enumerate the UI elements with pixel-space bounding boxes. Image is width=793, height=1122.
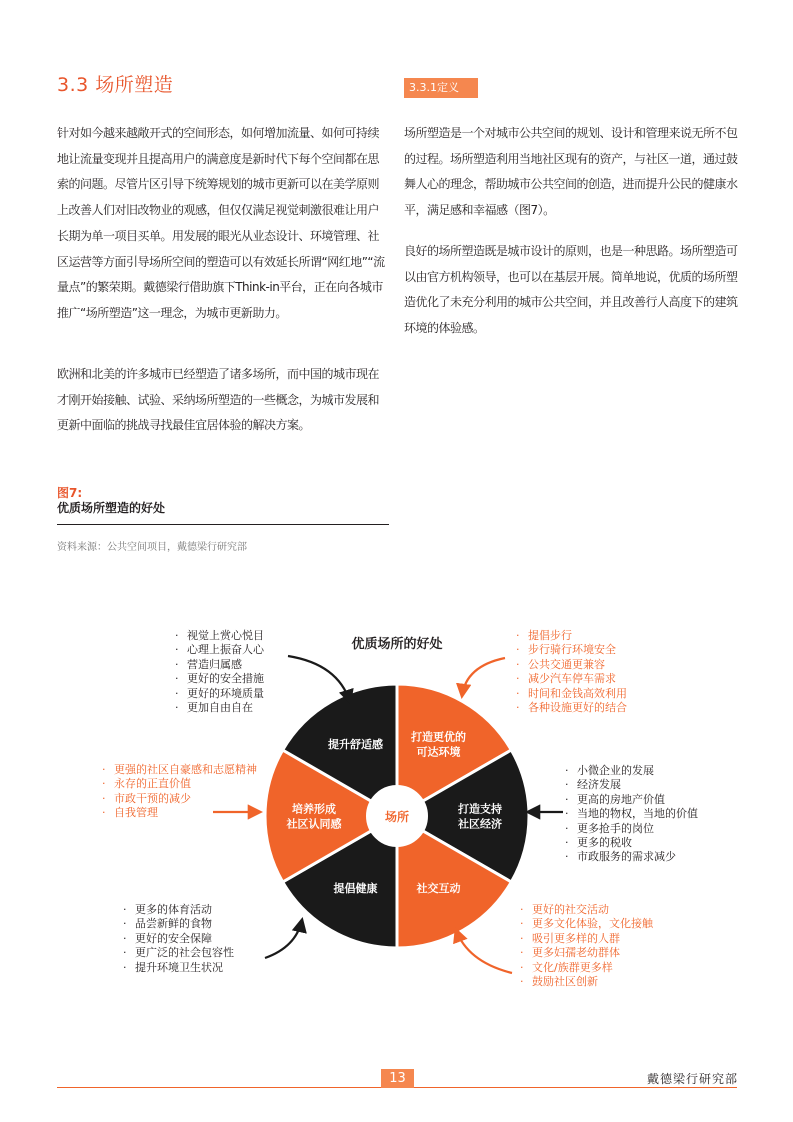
list-item: · 市政干预的减少	[100, 792, 257, 806]
list-item: · 更高的房地产价值	[563, 793, 698, 807]
list-item: · 各种设施更好的结合	[514, 701, 627, 715]
wheel-label-line: 社区认同感	[286, 817, 342, 831]
wheel-segment-label	[328, 737, 383, 751]
list-item: · 提升环境卫生状况	[121, 961, 234, 975]
wheel-label-line: 社区经济	[458, 817, 502, 831]
list-item: · 吸引更多样的人群	[518, 932, 653, 946]
list-item: · 自我管理	[100, 806, 257, 820]
list-mid-right	[563, 764, 698, 865]
section-title: 3.3 场所塑造	[57, 74, 174, 96]
wheel-label-line: 提倡健康	[333, 881, 378, 895]
wheel-label-line: 打造支持	[458, 802, 502, 816]
list-item: · 更广泛的社会包容性	[121, 946, 234, 960]
list-item: · 更好的环境质量	[173, 687, 264, 701]
list-item: · 更强的社区自豪感和志愿精神	[100, 763, 257, 777]
list-item: · 更加自由自在	[173, 701, 264, 715]
wheel-segment-label	[416, 881, 461, 895]
diagram-title: 优质场所的好处	[351, 637, 443, 652]
list-item: · 更多的体育活动	[121, 903, 234, 917]
list-item: · 视觉上赏心悦目	[173, 629, 264, 643]
figure-source: 资料来源：公共空间项目，戴德梁行研究部	[57, 542, 247, 553]
list-item: · 时间和金钱高效利用	[514, 687, 627, 701]
list-item: · 公共交通更兼容	[514, 658, 627, 672]
list-item: · 当地的物权，当地的价值	[563, 807, 698, 821]
subsection-tag: 3.3.1定义	[404, 78, 478, 98]
list-item: · 市政服务的需求减少	[563, 850, 698, 864]
wheel-label-line: 打造更优的	[411, 730, 466, 744]
list-top-left	[173, 629, 264, 715]
body-paragraph: 良好的场所塑造既是城市设计的原则，也是一种思路。场所塑造可以由官方机构领导，也可以在基层开展。简单地说，优质的场所塑造优化了未充分利用的城市公共空间，并且改善行人高度下的建筑环境的体验感。	[404, 244, 738, 336]
figure-title: 优质场所塑造的好处	[57, 501, 166, 515]
center-label: 场所	[384, 810, 410, 824]
list-item: · 永存的正直价值	[100, 777, 257, 791]
list-item: · 鼓励社区创新	[518, 975, 653, 989]
arrow-bottom-left	[265, 920, 302, 958]
figure-label: 图7:	[57, 486, 83, 500]
wheel-label-line: 可达环境	[416, 745, 461, 759]
figure-divider	[57, 524, 389, 525]
list-item: · 营造归属感	[173, 658, 264, 672]
list-item: · 更好的安全措施	[173, 672, 264, 686]
list-item: · 更好的安全保障	[121, 932, 234, 946]
list-item: · 步行骑行环境安全	[514, 643, 627, 657]
body-paragraph: 场所塑造是一个对城市公共空间的规划、设计和管理来说无所不包的过程。场所塑造利用当地社区现有的资产，与社区一道，通过鼓舞人心的理念，帮助城市公共空间的创造，进而提升公民的健康水平，满足感和幸福感（图7）。	[404, 126, 738, 218]
list-item: · 小微企业的发展	[563, 764, 698, 778]
list-item: · 更多的税收	[563, 836, 698, 850]
wheel-label-line: 培养形成	[292, 802, 336, 816]
list-bottom-left	[121, 903, 234, 975]
list-mid-left	[100, 763, 257, 821]
page-number: 13	[381, 1069, 414, 1088]
body-paragraph: 欧洲和北美的许多城市已经塑造了诸多场所，而中国的城市现在才刚开始接触、试验、采纳场所塑造的一些概念，为城市发展和更新中面临的挑战寻找最佳宜居体验的解决方案。	[57, 367, 380, 433]
wheel-label-line: 社交互动	[416, 881, 461, 895]
list-item: · 文化/族群更多样	[518, 961, 653, 975]
list-item: · 经济发展	[563, 778, 698, 792]
list-item: · 心理上振奋人心	[173, 643, 264, 657]
wheel-label-line: 提升舒适感	[328, 738, 383, 752]
list-item: · 提倡步行	[514, 629, 627, 643]
arrow-top-right	[462, 658, 505, 696]
list-item: · 更多抢手的岗位	[563, 822, 698, 836]
body-paragraph: 针对如今越来越敞开式的空间形态，如何增加流量、如何可持续地让流量变现并且提高用户的满意度是新时代下每个空间都在思索的问题。尽管片区引导下统筹规划的城市更新可以在美学原则上改善人们对旧改物业的观感，但仅仅满足视觉刺激很难让用户长期为单一项目买单。用发展的眼光从业态设计、环境管理、社区运营等方面引导场所空间的塑造可以有效延长所谓“网红地”“流量点”的繁荣期。戴德梁行借助旗下Think-in平台，正在向各城市推广“场所塑造”这一理念，为城市更新助力。	[57, 126, 385, 320]
footer-organization: 戴德梁行研究部	[646, 1072, 738, 1086]
list-item: · 更好的社交活动	[518, 903, 653, 917]
list-bottom-right	[518, 903, 653, 989]
arrow-bottom-right	[456, 930, 512, 973]
wheel-segment-label	[334, 881, 378, 895]
list-top-right	[514, 629, 627, 715]
list-item: · 更多文化体验，文化接触	[518, 917, 653, 931]
list-item: · 品尝新鲜的食物	[121, 917, 234, 931]
list-item: · 减少汽车停车需求	[514, 672, 627, 686]
list-item: · 更多妇孺老幼群体	[518, 946, 653, 960]
